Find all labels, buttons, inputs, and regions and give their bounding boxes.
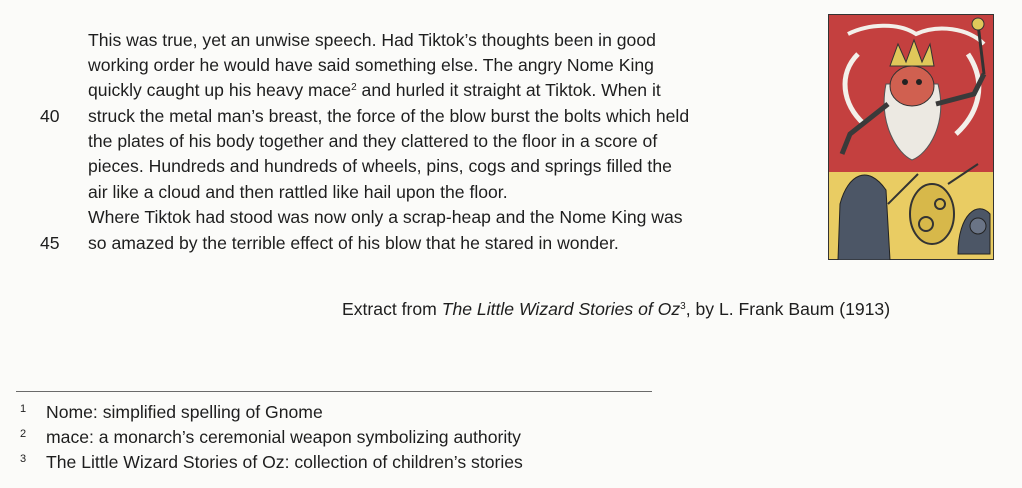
passage-line: pieces. Hundreds and hundreds of wheels, pins, cogs and springs filled the (88, 156, 672, 176)
illustration-image (828, 14, 994, 260)
footnote-marker: 1 (20, 403, 27, 415)
line-number: 40 (40, 106, 60, 126)
footnote (20, 398, 323, 423)
passage-text: quickly caught up his heavy mace (88, 80, 352, 100)
passage-line: working order he would have said something else. The angry Nome King (88, 55, 654, 75)
footnote-ref: 2 (351, 82, 357, 93)
footnote-text: Nome: simplified spelling of Gnome (46, 402, 323, 422)
footnote-divider (16, 391, 652, 392)
attribution-suffix: , by L. Frank Baum (1913) (685, 299, 891, 319)
footnote-ref: 3 (680, 301, 686, 312)
passage-line (88, 78, 661, 102)
passage-line: so amazed by the terrible effect of his blow that he stared in wonder. (88, 233, 619, 253)
attribution-prefix: Extract from (342, 299, 442, 319)
attribution-title: The Little Wizard Stories of Oz (441, 299, 681, 319)
footnote (20, 448, 523, 473)
footnote-marker: 2 (20, 428, 27, 440)
footnote-text: The Little Wizard Stories of Oz: collection of children’s stories (46, 452, 523, 472)
line-number: 45 (40, 233, 60, 253)
passage-line: Where Tiktok had stood was now only a scrap-heap and the Nome King was (88, 207, 683, 227)
footnote-marker: 3 (20, 453, 27, 465)
passage-line: struck the metal man’s breast, the force of the blow burst the bolts which held (88, 106, 690, 126)
passage-text: and hurled it straight at Tiktok. When it (356, 80, 661, 100)
attribution (342, 297, 890, 321)
passage-line: the plates of his body together and they clattered to the floor in a score of (88, 131, 658, 151)
passage-line: This was true, yet an unwise speech. Had Tiktok’s thoughts been in good (88, 30, 656, 50)
passage-line: air like a cloud and then rattled like hail upon the floor. (88, 182, 508, 202)
nome-king-illustration (828, 14, 994, 260)
footnote-text: mace: a monarch’s ceremonial weapon symbolizing authority (46, 427, 521, 447)
footnote (20, 423, 521, 448)
